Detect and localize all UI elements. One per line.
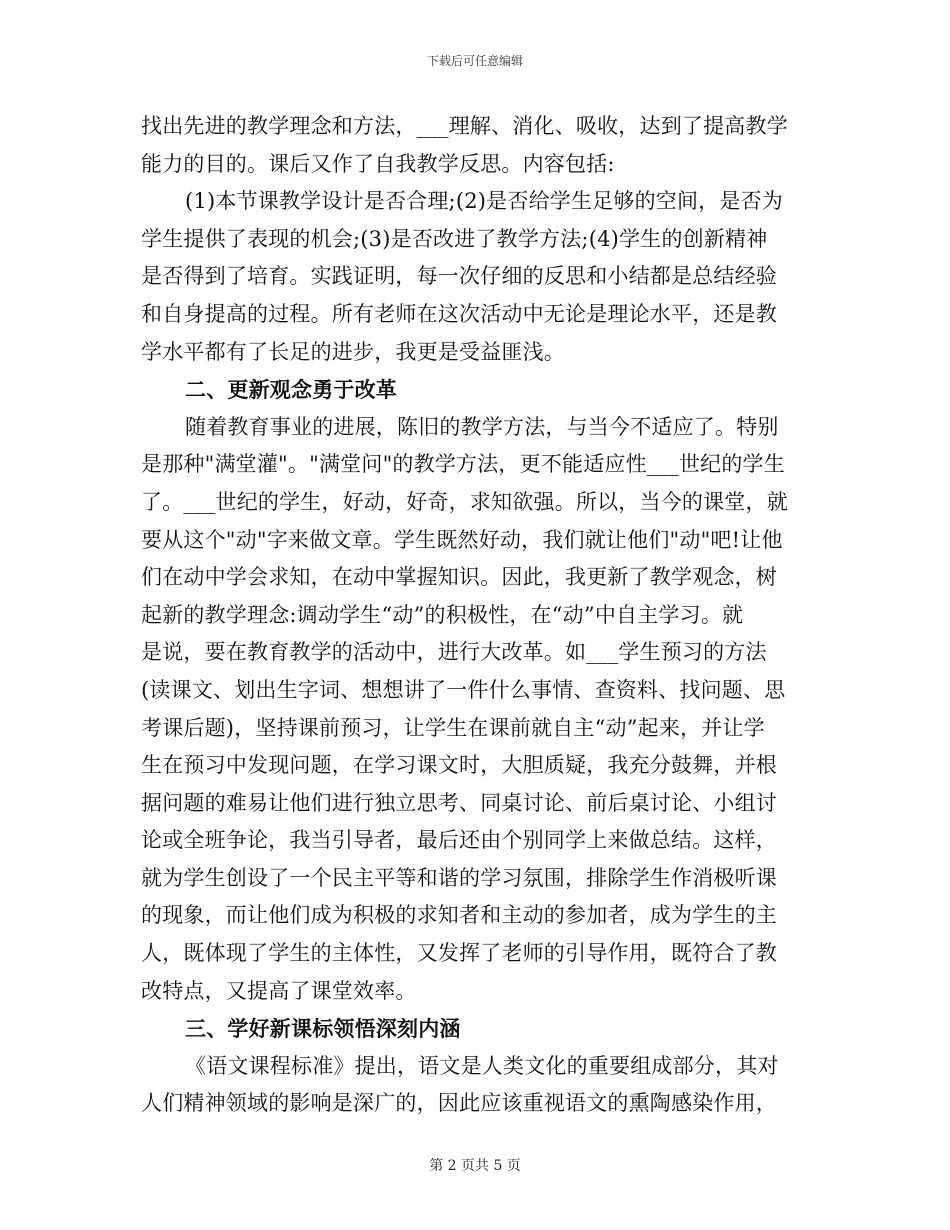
text-line: 考课后题)，坚持课前预习，让学生在课前就自主“动”起来，并让学 <box>141 715 765 740</box>
text-line: 人们精神领域的影响是深广的，因此应该重视语文的熏陶感染作用， <box>141 1091 777 1116</box>
section-heading: 二、更新观念勇于改革 <box>185 377 397 403</box>
text-line: 是那种"满堂灌"。"满堂问"的教学方法，更不能适应性___世纪的学生 <box>141 452 785 477</box>
text-line: 据问题的难易让他们进行独立思考、同桌讨论、前后桌讨论、小组讨 <box>141 790 777 815</box>
text-line: 生在预习中发现问题，在学习课文时，大胆质疑，我充分鼓舞，并根 <box>141 753 777 778</box>
text-line: 能力的目的。课后又作了自我教学反思。内容包括: <box>141 151 615 176</box>
text-line: 《语文课程标准》提出，语文是人类文化的重要组成部分，其对 <box>185 1053 779 1078</box>
text-line: 随着教育事业的进展，陈旧的教学方法，与当今不适应了。特别 <box>185 414 779 439</box>
document-body <box>141 108 811 1123</box>
text-line: 的现象，而让他们成为积极的求知者和主动的参加者，成为学生的主 <box>141 903 777 928</box>
text-line: 了。___世纪的学生，好动，好奇，求知欲强。所以，当今的课堂，就 <box>141 489 788 514</box>
text-line: 改特点，又提高了课堂效率。 <box>141 978 417 1003</box>
text-line: (1)本节课教学设计是否合理;(2)是否给学生足够的空间，是否为 <box>185 189 783 214</box>
text-line: (读课文、划出生字词、想想讲了一件什么事情、查资料、找问题、思 <box>141 677 786 702</box>
text-line: 要从这个"动"字来做文章。学生既然好动，我们就让他们"动"吧!让他 <box>141 527 783 552</box>
text-line: 学生提供了表现的机会;(3)是否改进了教学方法;(4)学生的创新精神 <box>141 226 768 251</box>
text-line: 就为学生创设了一个民主平等和谐的学习氛围，排除学生作消极听课 <box>141 865 777 890</box>
text-line: 和自身提高的过程。所有老师在这次活动中无论是理论水平，还是教 <box>141 301 777 326</box>
page-header: 下载后可任意编辑 <box>426 54 523 68</box>
text-line: 找出先进的教学理念和方法，___理解、消化、吸收，达到了提高教学 <box>141 114 788 138</box>
text-line: 论或全班争论，我当引导者，最后还由个别同学上来做总结。这样， <box>141 828 777 853</box>
text-line: 学水平都有了长足的进步，我更是受益匪浅。 <box>141 339 565 364</box>
page-footer: 第 2 页共 5 页 <box>429 1158 521 1174</box>
text-line: 是说，要在教育教学的活动中，进行大改革。如___学生预习的方法 <box>141 640 767 665</box>
text-line: 起新的教学理念:调动学生“动”的积极性，在“动”中自主学习。就 <box>141 602 744 627</box>
text-line: 人，既体现了学生的主体性，又发挥了老师的引导作用，既符合了教 <box>141 941 777 966</box>
section-heading: 三、学好新课标领悟深刻内涵 <box>185 1016 461 1042</box>
text-line: 是否得到了培育。实践证明，每一次仔细的反思和小结都是总结经验 <box>141 264 777 289</box>
text-line: 们在动中学会求知，在动中掌握知识。因此，我更新了教学观念，树 <box>141 565 777 590</box>
